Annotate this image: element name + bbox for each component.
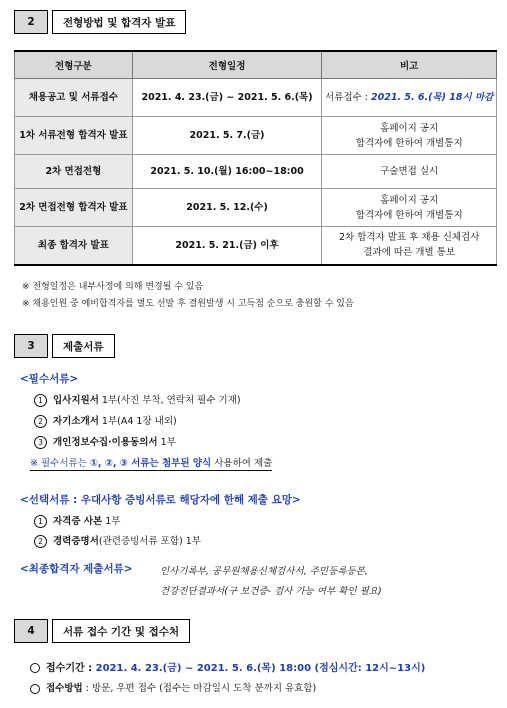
doc-detail: 1부(사진 부착, 연락처 필수 기재) <box>98 395 241 406</box>
table-row <box>15 227 497 265</box>
reception-period <box>30 659 425 674</box>
note-cell <box>322 189 497 227</box>
date-cell: 2021. 4. 23.(금) ~ 2021. 5. 6.(목) <box>132 79 322 117</box>
note-cell: 구술면접 실시 <box>322 155 497 189</box>
note-text: 2차 합격자 발표 후 채용 신체검사 <box>338 232 480 244</box>
number-circle: 2 <box>34 535 47 548</box>
schedule-note: ※ 채용인원 중 예비합격자를 별도 선발 후 결원발생 시 고득점 순으로 충원할 수 있음 <box>22 299 354 309</box>
final-docs-line: 건강진단결과서(구 보건증- 검사 가능 여부 확인 필요) <box>160 586 382 597</box>
period-label: 접수기간 : <box>46 663 96 674</box>
table-row <box>15 189 497 227</box>
footnote-text: 사용하여 제출 <box>211 458 273 469</box>
section-number: 2 <box>14 10 48 34</box>
stage-cell: 채용공고 및 서류접수 <box>15 79 133 117</box>
section-title: 서류 접수 기간 및 접수처 <box>52 619 190 643</box>
circle-bullet-icon <box>30 663 40 673</box>
section-title: 전형방법 및 합격자 발표 <box>52 10 186 34</box>
section-number: 4 <box>14 619 48 643</box>
schedule-table <box>14 50 497 266</box>
section-number: 3 <box>14 334 48 358</box>
note-text: 홈페이지 공지 <box>380 194 439 206</box>
note-text: 합격자에 한하여 개별통지 <box>355 209 463 221</box>
table-row <box>15 79 497 117</box>
date-cell: 2021. 5. 21.(금) 이후 <box>132 227 322 265</box>
doc-name: 자기소개서 <box>53 416 99 427</box>
stage-cell: 2차 면접전형 <box>15 155 133 189</box>
doc-detail: 1부 <box>102 516 121 527</box>
doc-name: 자격증 사본 <box>53 516 103 527</box>
list-item <box>34 533 201 548</box>
circle-bullet-icon <box>30 684 40 694</box>
number-circle: 1 <box>34 515 47 528</box>
section-title: 제출서류 <box>52 334 115 358</box>
note-cell <box>322 117 497 155</box>
deadline-highlight: 2021. 5. 6.(목) 18시 마감 <box>370 92 494 103</box>
date-cell: 2021. 5. 12.(수) <box>132 189 322 227</box>
method-value: : 방문, 우편 접수 (접수는 마감일시 도착 분까지 유효함) <box>82 683 317 694</box>
list-item <box>34 392 241 407</box>
schedule-note: ※ 전형일정은 내부사정에 의해 변경될 수 있음 <box>22 282 204 292</box>
note-text: 합격자에 한하여 개별통지 <box>355 137 463 149</box>
note-text: 홈페이지 공지 <box>380 122 439 134</box>
number-circle: 2 <box>34 415 47 428</box>
list-item <box>34 513 120 528</box>
footnote-text: ※ 필수서류는 <box>30 458 90 469</box>
stage-cell: 2차 면접전형 합격자 발표 <box>15 189 133 227</box>
note-text: 결과에 따른 개별 통보 <box>363 247 456 259</box>
optional-docs-header: <선택서류 : 우대사항 증빙서류로 해당자에 한해 제출 요망> <box>20 494 301 506</box>
period-value: 2021. 4. 23.(금) ~ 2021. 5. 6.(목) 18:00 (점심시간: 12시~13시) <box>95 663 426 674</box>
final-docs-header: <최종합격자 제출서류> <box>20 563 133 575</box>
column-header: 전형일정 <box>132 51 322 79</box>
doc-name: 입사지원서 <box>53 395 99 406</box>
date-cell: 2021. 5. 10.(월) 16:00~18:00 <box>132 155 322 189</box>
section-4-heading <box>14 619 190 643</box>
doc-detail: 1부 <box>157 437 176 448</box>
table-row <box>15 117 497 155</box>
stage-text: 1차 서류전형 합격자 발표 <box>19 130 128 141</box>
required-docs-header: <필수서류> <box>20 373 79 385</box>
method-label: 접수방법 <box>46 683 83 694</box>
doc-detail: (관련증빙서류 포함) 1부 <box>98 536 201 547</box>
doc-detail: 1부(A4 1장 내외) <box>98 416 177 427</box>
stage-cell <box>15 117 133 155</box>
stage-cell: 최종 합격자 발표 <box>15 227 133 265</box>
date-cell: 2021. 5. 7.(금) <box>132 117 322 155</box>
section-3-heading <box>14 334 115 358</box>
note-cell <box>322 79 497 117</box>
list-item <box>34 434 176 449</box>
note-text: 서류접수 : <box>325 92 371 103</box>
section-2-heading <box>14 10 186 34</box>
footnote-emphasis: ①, ②, ③ 서류는 첨부된 양식 <box>89 458 212 469</box>
reception-method <box>30 680 316 694</box>
table-header-row <box>15 51 497 79</box>
list-item <box>34 413 177 428</box>
final-docs-line: 인사기록부, 공무원채용신체검사서, 주민등록등본, <box>160 566 368 577</box>
column-header: 비고 <box>322 51 497 79</box>
number-circle: 1 <box>34 394 47 407</box>
doc-name: 경력증명서 <box>53 536 99 547</box>
column-header: 전형구분 <box>15 51 133 79</box>
doc-name: 개인정보수집·이용동의서 <box>53 437 158 448</box>
table-row <box>15 155 497 189</box>
required-docs-footnote <box>30 455 272 471</box>
number-circle: 3 <box>34 436 47 449</box>
note-cell <box>322 227 497 265</box>
